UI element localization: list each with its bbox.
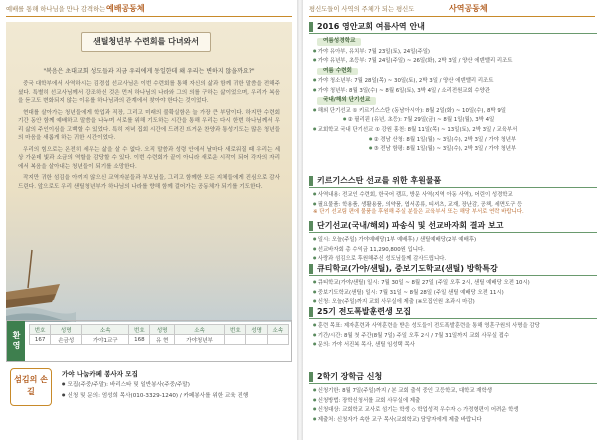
list-item: ● 가야 청소년부: 7월 28일(목) ~ 30일(토), 2박 3일 / 양산 에덴밸리 리조트 (313, 76, 595, 86)
list-item: ● 기간/시간: 8월 첫 주간(8월 7일) 주일 오후 2시 / 7월 31일까지 교회 사무실 접수 (313, 331, 595, 341)
visitor-table-header (30, 325, 289, 335)
service-label: 섬김의 손길 (10, 368, 52, 406)
section-title: 단기선교(국내/해외) 파송식 및 선교바자회 결과 보고 (309, 219, 597, 233)
list-item: ● 신청기한: 8월 7일(주일)까지 / 본 교회 출석 중인 고등학교, 대학교 재학생 (313, 386, 595, 396)
list-item: ● 훈련 목표: 제자훈련과 사역훈련을 받은 성도들이 전도폭발훈련을 통해 영혼구원의 사명을 감당 (313, 321, 595, 331)
section-scholarship (309, 370, 597, 424)
section-summer-ministry (309, 20, 597, 154)
list-item: ● 사랑과 섬김으로 후원해주신 성도님들께 감사드립니다. (313, 254, 595, 264)
visitor-welcome-box (6, 320, 292, 362)
section-body (309, 34, 597, 154)
list-item: ● 문의: 가야 서진복 목사, 샌틸 임성택 목사 (313, 340, 595, 350)
header-subtitle-right: 평신도들이 사역의 주체가 되는 평신도 (309, 6, 415, 13)
section-body (309, 319, 597, 350)
table-row (30, 335, 289, 345)
header-title-right: 사역공동체 (449, 4, 488, 13)
table-cell: 손금성 (51, 335, 82, 345)
group-tag: 여름성경학교 (317, 38, 361, 46)
list-item: ● 가야 유년부, 초등부: 7월 24일(주일) ~ 26일(화), 2박 3일 / 양산 에덴밸리 리조트 (313, 56, 595, 66)
col-header: 소속 (174, 325, 224, 335)
left-page (0, 0, 297, 440)
list-item: ● 사역내용: 전교인 수련회, 한국어 캠프, 방문 사역(지역 아동 사역), 어린이 성경학교 (313, 190, 595, 200)
table-cell (225, 335, 246, 345)
group-tag: 여름 수련회 (317, 68, 358, 76)
table-cell (267, 335, 288, 345)
article-title: 샌틸청년부 수련회를 다녀와서 (81, 32, 211, 52)
article-box (6, 22, 292, 322)
article-paragraph: 현대를 살아가는 청년들에게 학업과 직장, 그리고 미래의 불확실함은 늘 가장 큰 부담이다. 하지만 수련회 기간 동안 함께 예배하고 말씀을 나누며 서로를 위해 기도하는 시간을 통해 우리는 다시 한번 하나님께서 우리 삶의 주인이심을 고백할 수 있었다. 특히 저녁 집회 시간에 드려진 뜨거운 찬양과 통성기도는 많은 청년들의 마음을 새롭게 하는 귀한 시간이었다. (18, 109, 280, 141)
list-item: ● 교회학교 국내 단기선교 ① 강원 홍천: 8월 11일(목) ~ 13일(토), 2박 3일 / 교육부서 (313, 125, 595, 135)
service-title: 가야 나눔카페 봉사자 모집 (62, 370, 138, 378)
list-item: ● 큐티학교(가야/샌틸) 일시: 7월 30일 ~ 8월 27일 (주일 오후 2시, 샌틸 예배당 오전 10시) (313, 278, 595, 288)
section-body (309, 276, 597, 307)
table-cell (246, 335, 267, 345)
header-subtitle-left: 예배를 통해 하나님을 만나 감격하는 (6, 6, 106, 13)
col-header: 번호 (30, 325, 51, 335)
list-item: ● ② 경남 산청: 8월 1일(월) ~ 3일(수), 2박 3일 / 가야 청년부 (313, 135, 595, 145)
col-header: 소속 (82, 325, 129, 335)
list-item: ● 신청방법: 장학신청서를 교회 사무실에 제출 (313, 396, 595, 406)
list-item: ● 필요물품: 학용품, 생활용품, 의약품, 엽서종류, 티셔츠, 교재, 장난감, 공책, 세면도구 등 (313, 200, 595, 210)
article-quote: "복음은 초대교회 성도들과 지금 우리에게 동일한데 왜 우리는 변하지 않을까요?" (43, 68, 255, 75)
section-qt-school (309, 262, 597, 307)
visitor-label: 환영 (7, 321, 25, 361)
article-paragraph: 중국 대학부에서 사역하시는 김경섭 선교사님은 이번 수련회를 통해 자신의 삶과 함께 귀한 말씀을 전해주셨다. 특별히 선교사님께서 강조하신 것은 먼저 하나님의 나라와 그의 의를 구하는 삶이었으며, 우리가 복음을 듣고도 변화되지 않는 이유를 하나님과의 관계에서 찾아야 한다는 것이었다. (18, 81, 280, 104)
list-item: ● 신청: 오늘(주일)까지 교회 사무실에 제출 (※모집인원 초과시 마감) (313, 297, 595, 307)
service-line: ● 모집(주중/주말): 바리스타 및 일반봉사(주중/주말) (62, 379, 290, 390)
list-item: ● 중보기도학교(샌틸) 일시: 7월 31일 ~ 8월 28일 (주일 샌틸 예배당 오전 11시) (313, 288, 595, 298)
col-header: 성명 (246, 325, 267, 335)
list-item: ● 일시: 오늘(주일) 가야예배당(1부 예배후) / 샌틸예배당(2부 예배후) (313, 235, 595, 245)
visitor-table (29, 324, 289, 345)
section-title: 큐티학교(가야/샌틸), 중보기도학교(샌틸) 방학특강 (309, 262, 597, 276)
section-title: 키르기스스탄 선교를 위한 후원물품 (309, 174, 597, 188)
section-note: ※ 단기 선교팀 편에 물품을 후원해 주실 분들은 교육부서 또는 해당 부서로 연락 바랍니다. (313, 209, 524, 216)
page-header-right (309, 3, 595, 17)
list-item: ● 신청대상: 교회학교 교사로 섬기는 학생 ◇ 학업성적 우수자 ◇ 가정형편이 어려운 학생 (313, 405, 595, 415)
section-title: 2016 영안교회 여름사역 안내 (309, 20, 597, 34)
list-item: ● ② 필리핀 (유년, 초등): 7월 29일(금) ~ 8월 1일(월), 3박 4일 (313, 115, 595, 125)
article-paragraph: 우리의 힘으로는 온전히 세우는 삶을 살 수 없다. 오직 말씀과 성령 안에서 날마다 새로워질 때 우리는 세상 가운데 빛과 소금의 역할을 감당할 수 있다. 이번 수련회가 끝이 아니라 새로운 시작이 되어 각자의 자리에서 복음을 살아내는 청년들이 되기를 소망한다. (18, 146, 280, 170)
article-body (18, 80, 280, 194)
section-body (309, 233, 597, 264)
list-item: ● ③ 전남 함평: 8월 1일(월) ~ 3일(수), 2박 3일 / 가야 청년부 (313, 144, 595, 154)
table-cell: 유 현 (150, 335, 174, 345)
boat-illustration-icon (6, 240, 76, 322)
group-tag: 국내/해외 단기선교 (317, 97, 376, 105)
col-header: 번호 (129, 325, 150, 335)
page-header-left (6, 3, 292, 17)
col-header: 번호 (225, 325, 246, 335)
service-content (62, 370, 290, 401)
service-recruit-box (6, 366, 292, 436)
table-cell: 가야1교구 (82, 335, 129, 345)
list-item: ● 해외 단기선교 ① 키르기스스탄 (동남아시아): 8월 2일(화) ~ 10일(수), 8박 9일 (313, 106, 595, 116)
table-cell: 가야청년부 (174, 335, 224, 345)
section-body (309, 384, 597, 424)
section-title: 25기 전도폭발훈련생 모집 (309, 305, 597, 319)
article-paragraph: 작지만 귀한 섬김을 아끼지 않으신 교역자분들과 부모님들, 그리고 함께한 모든 지체들에게 진심으로 감사드린다. 앞으로도 우리 샌틸청년부가 하나님의 나라를 향해 함께 걸어가는 공동체가 되기를 기도한다. (18, 175, 280, 190)
section-mission-report (309, 219, 597, 264)
list-item: ● 선교바자회 총 수익금 11,290,800원 입니다. (313, 245, 595, 255)
col-header: 성명 (51, 325, 82, 335)
list-item: ● 제출처: 신청자가 속한 교구 목사(교회학교) 담당자에게 제출 바랍니다 (313, 415, 595, 425)
header-title-left: 예배공동체 (106, 4, 145, 13)
section-kyrgyzstan-support (309, 174, 597, 217)
col-header: 소속 (267, 325, 288, 335)
list-item: ● 가야 유아부, 유치부: 7월 23일(토), 24일(주일) (313, 47, 595, 57)
table-cell: 167 (30, 335, 51, 345)
service-line: ● 신청 및 문의: 엄성희 목사(010-3329-1240) / 카페봉사를 위한 교육 진행 (62, 390, 290, 401)
section-evangelism-training (309, 305, 597, 350)
section-title: 2학기 장학금 신청 (309, 370, 597, 384)
section-body (309, 188, 597, 217)
list-item: ● 가야 청년부: 8월 3일(수) ~ 8월 6일(토), 3박 4일 / 소리전원교회 수양관 (313, 86, 595, 96)
right-page (303, 0, 600, 440)
col-header: 성명 (150, 325, 174, 335)
table-cell: 168 (129, 335, 150, 345)
